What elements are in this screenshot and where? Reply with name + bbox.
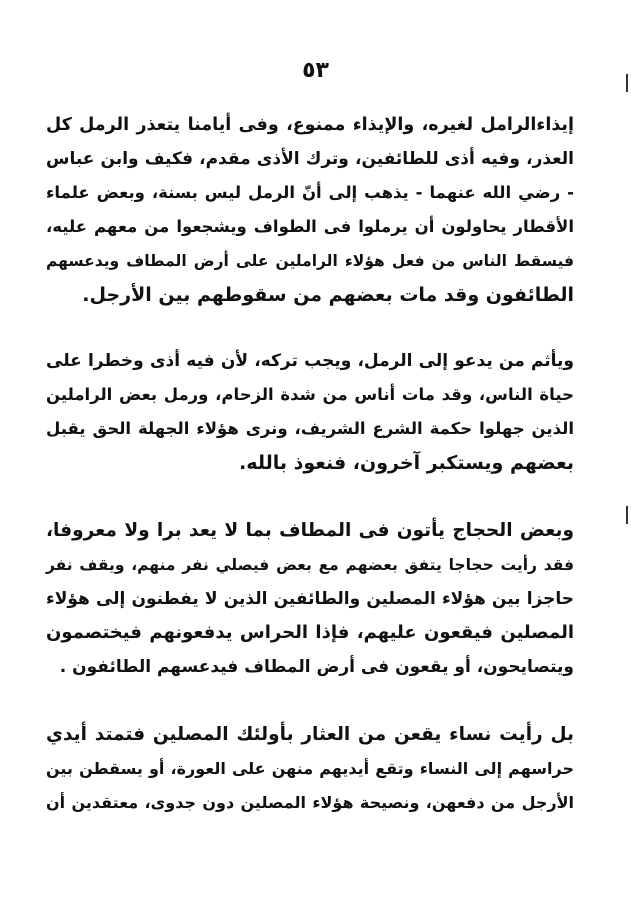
text-line: الطائفون وقد مات بعضهم من سقوطهم بين الأرجل. [82,284,574,306]
paragraph-2 [46,344,574,480]
text-line: إيذاءالرامل لغيره، والإيذاء ممنوع، وفى أيامنا يتعذر الرمل كل [46,115,574,135]
text-line: الأرجل من دفعهن، ونصيحة هؤلاء المصلين دون جدوى، معتقدين أن [46,793,574,812]
text-line: - رضي الله عنهما - يذهب إلى أنّ الرمل ليس بسنة، وبعض علماء [46,183,574,202]
text-line: حراسهم إلى النساء وتقع أيديهم منهن على العورة، أو يسقطن بين [46,759,574,778]
text-line: حاجزا بين هؤلاء المصلين والطائفين الذين لا يفطنون إلى هؤلاء [46,589,574,609]
text-line: ويأثم من يدعو إلى الرمل، ويجب تركه، لأن فيه أذى وخطرا على [46,351,574,371]
text-line: العذر، وفيه أذى للطائفين، وترك الأذى مقدم، فكيف وابن عباس [46,149,574,169]
text-line: بعضهم ويستكبر آخرون، فنعوذ بالله. [239,452,574,474]
scan-edge-mark [626,506,628,524]
text-line: الأقطار يحاولون أن يرملوا فى الطواف ويشجعوا من معهم عليه، [46,217,574,236]
text-line: بل رأيت نساء يقعن من العثار بأولئك المصلين فتمتد أيدي [46,724,574,745]
text-line: فيسقط الناس من فعل هؤلاء الراملين على أرض المطاف ويدعسهم [46,252,574,270]
text-line: الذين جهلوا حكمة الشرع الشريف، ونرى هؤلاء الجهلة الحق يقبل [46,419,574,438]
paragraph-1 [46,108,574,312]
scan-edge-mark [626,74,628,92]
paragraph-3 [46,514,574,684]
text-line: حياة الناس، وقد مات أناس من شدة الزحام، ورمل بعض الراملين [46,385,574,404]
text-line: المصلين فيقعون عليهم، فإذا الحراس يدفعونهم فيختصمون [46,622,574,643]
page-number: ٥٣ [302,58,329,83]
text-line: ويتصايحون، أو يقعون فى أرض المطاف فيدعسهم الطائفون . [59,657,574,677]
text-line: وبعض الحجاج يأتون فى المطاف بما لا يعد برا ولا معروفا، [46,520,574,541]
paragraph-4 [46,718,574,820]
text-line: فقد رأيت حجاجا يتفق بعضهم مع بعض فيصلي نفر منهم، ويقف نفر [46,556,574,574]
